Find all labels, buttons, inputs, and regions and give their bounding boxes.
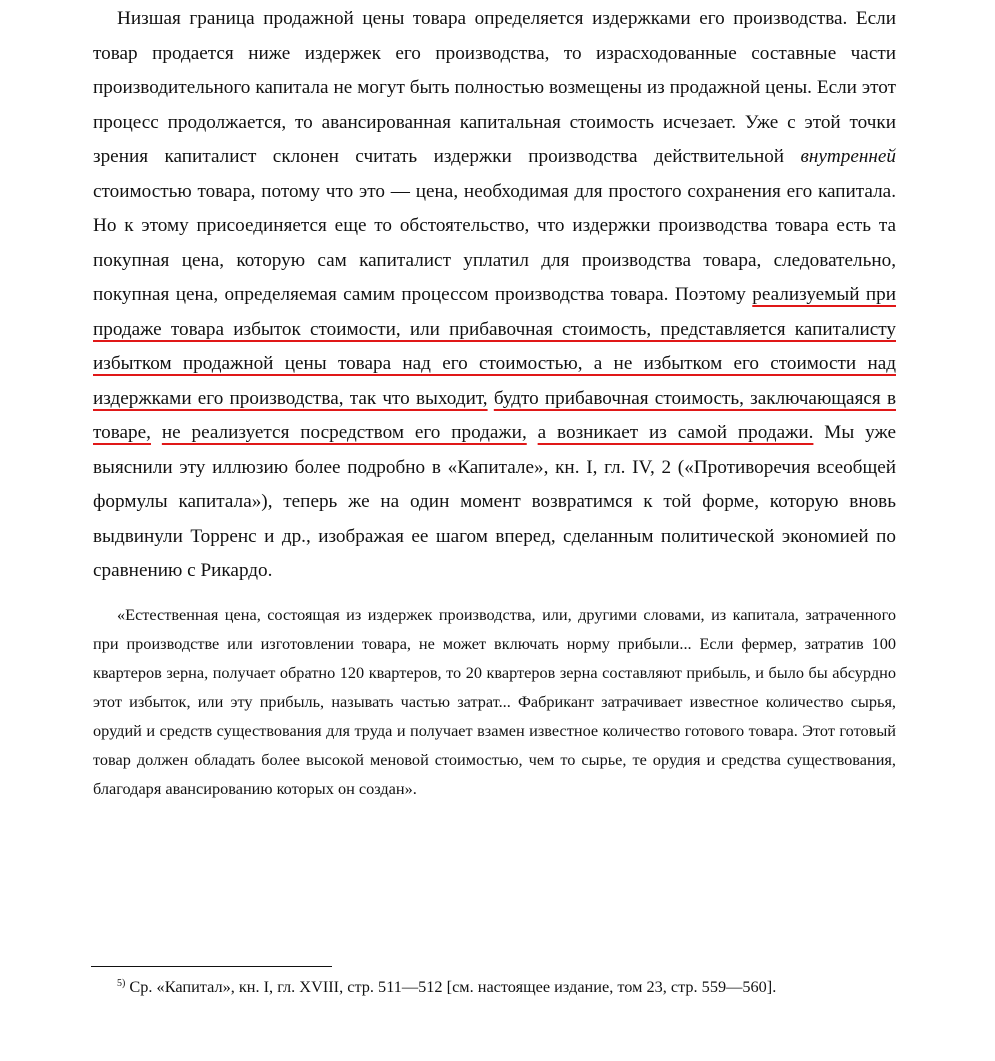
footnote-marker: 5) xyxy=(117,978,126,989)
main-paragraph xyxy=(93,2,896,589)
highlighted-phrase: будто прибавочная стоимость, заключающаяся в товаре, xyxy=(93,387,896,443)
footnote-divider xyxy=(91,966,332,967)
text-segment: Низшая граница продажной цены товара определяется издержками его производства. Если товар продается ниже издержек его производства, то израсходованные составные части производительного капитала не могут быть полностью возмещены из продажной цены. Если этот процесс продолжается, то авансированная капитальная стоимость исчезает. Уже с этой точки зрения капиталист склонен считать издержки производства действительной xyxy=(93,8,896,167)
footnote xyxy=(117,973,897,998)
highlighted-phrase: реализуемый при продаже товара избыток стоимости, или прибавочная стоимость, представляется капиталисту избытком продажной цены товара над его стоимостью, а не избытком его стоимости над издержками его производства, так что выходит, xyxy=(93,284,896,409)
quote-paragraph: «Естественная цена, состоящая из издержек производства, или, другими словами, из капитала, затраченного при производстве или изготовлении товара, не может включать норму прибыли... Если фермер, затратив 100 квартеров зерна, получает обратно 120 квартеров, то 20 квартеров зерна составляют прибыль, и было бы абсурдно этот избыток, или эту прибыль, называть частью затрат... Фабрикант затрачивает известное количество сырья, орудий и средств существования для труда и получает взамен известное количество готового товара. Этот готовый товар должен обладать более высокой меновой стоимостью, чем то сырье, те орудия и средства существования, благодаря авансированию которых он создан». xyxy=(93,605,896,798)
highlighted-phrase: не реализуется посредством его продажи, xyxy=(161,422,527,443)
text-segment: стоимостью товара, потому что это — цена, необходимая для простого сохранения его капитала. Но к этому присоединяется еще то обстоятельство, что издержки производства товара есть та покупная цена, которую сам капиталист уплатил для производства товара, следовательно, покупная цена, определяемая самим процессом производства товара. Поэтому xyxy=(93,180,896,305)
italic-word: внутренней xyxy=(800,146,896,167)
highlighted-phrase: а возникает из самой продажи. xyxy=(537,422,814,443)
footnote-text: Ср. «Капитал», кн. I, гл. XVIII, стр. 511—512 [см. настоящее издание, том 23, стр. 559—560]. xyxy=(125,977,777,996)
text-segment: Мы уже выяснили эту иллюзию более подробно в «Капитале», кн. I, гл. IV, 2 («Противоречия всеобщей формулы капитала»), теперь же на один момент возвратимся к той форме, которую вновь выдвинули Торренс и др., изображая ее шагом вперед, сделанным политической экономией по сравнению с Рикардо. xyxy=(93,422,897,581)
